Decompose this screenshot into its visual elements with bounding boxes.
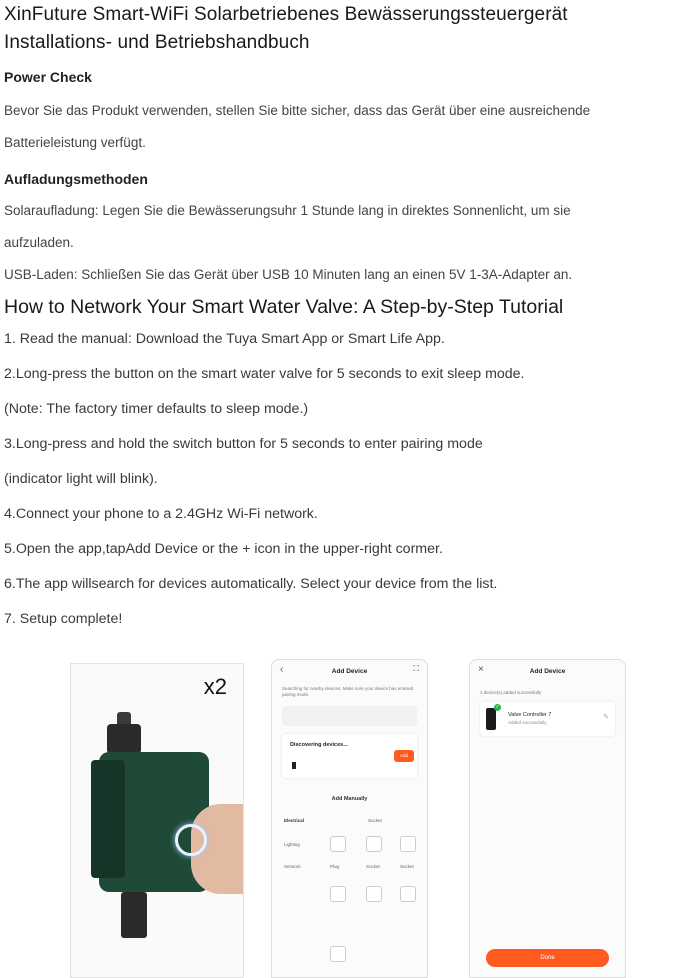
done-button: Done <box>486 949 609 967</box>
socket-icon <box>366 836 382 852</box>
added-status: 1 device(s) added successfully <box>480 690 542 695</box>
phone-screen-add-device <box>271 659 428 978</box>
charging-heading: Aufladungsmethoden <box>4 171 148 187</box>
tab-socket: Socket <box>368 818 382 823</box>
solar-panel <box>91 760 125 878</box>
faucet-nut <box>107 724 141 754</box>
back-chevron-icon: ‹ <box>280 664 284 675</box>
edit-icon: ✎ <box>603 714 609 721</box>
tutorial-step-5: 5.Open the app,tapAdd Device or the + icon in the upper-right cormer. <box>4 541 443 557</box>
discovering-label: Discovering devices... <box>290 742 348 748</box>
tutorial-step-2-note: (Note: The factory timer defaults to sleep mode.) <box>4 401 309 417</box>
device-name: Valve Controller 7 <box>508 712 552 718</box>
add-button: Add <box>394 750 414 762</box>
socket-icon <box>400 836 416 852</box>
device-photo <box>70 663 244 978</box>
tutorial-step-2: 2.Long-press the button on the smart water valve for 5 seconds to exit sleep mode. <box>4 366 525 382</box>
device-card <box>480 702 615 736</box>
socket-icon <box>330 886 346 902</box>
tutorial-step-3: 3.Long-press and hold the switch button for 5 seconds to enter pairing mode <box>4 436 483 452</box>
quantity-badge: x2 <box>203 674 227 699</box>
socket-icon <box>400 886 416 902</box>
searching-hint: Searching for nearby devices. Make sure your device has entered pairing mode. <box>282 686 414 697</box>
tutorial-heading: How to Network Your Smart Water Valve: A Step-by-Step Tutorial <box>4 296 564 318</box>
document <box>4 0 676 637</box>
doc-title-line-2: Installations- und Betriebshandbuch <box>4 32 310 53</box>
illustration-row <box>0 659 679 976</box>
tutorial-step-4: 4.Connect your phone to a 2.4GHz Wi-Fi network. <box>4 506 318 522</box>
power-check-line-1: Bevor Sie das Produkt verwenden, stellen Sie bitte sicher, dass das Gerät über eine ausreichende <box>4 103 591 118</box>
check-icon: ✓ <box>495 704 500 710</box>
close-icon: × <box>478 664 484 675</box>
tutorial-step-6: 6.The app willsearch for devices automatically. Select your device from the list. <box>4 576 498 592</box>
solar-charging-line-1: Solaraufladung: Legen Sie die Bewässerungsuhr 1 Stunde lang in direktes Sonnenlicht, um sie <box>4 203 571 218</box>
power-check-heading: Power Check <box>4 69 92 85</box>
tutorial-step-1: 1. Read the manual: Download the Tuya Smart App or Smart Life App. <box>4 331 445 347</box>
valve-icon <box>486 708 496 730</box>
category-sensors: Sensors <box>284 864 301 869</box>
hose-outlet <box>121 892 147 938</box>
screen-title: Add Device <box>331 668 368 675</box>
device-status: Added successfully <box>508 720 547 725</box>
item-socket: Socket <box>366 864 380 869</box>
socket-icon <box>330 836 346 852</box>
power-button-ring <box>175 824 207 856</box>
category-lighting: Lighting <box>284 842 300 847</box>
doc-title-line-1: XinFuture Smart-WiFi Solarbetriebenes Bewässerungssteuergerät <box>4 4 568 25</box>
item-socket-2: Socket <box>400 864 414 869</box>
power-check-line-2: Batterieleistung verfügt. <box>4 135 146 150</box>
tutorial-step-3-note: (indicator light will blink). <box>4 471 158 487</box>
item-plug: Plug <box>330 864 340 869</box>
screen-title: Add Device <box>529 668 566 675</box>
usb-charging-line: USB-Laden: Schließen Sie das Gerät über USB 10 Minuten lang an einen 5V 1-3A-Adapter an. <box>4 267 573 282</box>
add-manually-label: Add Manually <box>331 796 368 802</box>
discovering-card <box>282 734 417 778</box>
socket-icon <box>330 946 346 962</box>
scan-icon: ⛶ <box>413 664 419 673</box>
tutorial-step-7: 7. Setup complete! <box>4 611 123 627</box>
solar-charging-line-2: aufzuladen. <box>4 235 74 250</box>
socket-icon <box>366 886 382 902</box>
wifi-info-box <box>282 706 417 726</box>
tab-electrical: Electrical <box>284 818 305 823</box>
found-device-icon <box>292 762 296 769</box>
phone-screen-device-added <box>469 659 626 978</box>
